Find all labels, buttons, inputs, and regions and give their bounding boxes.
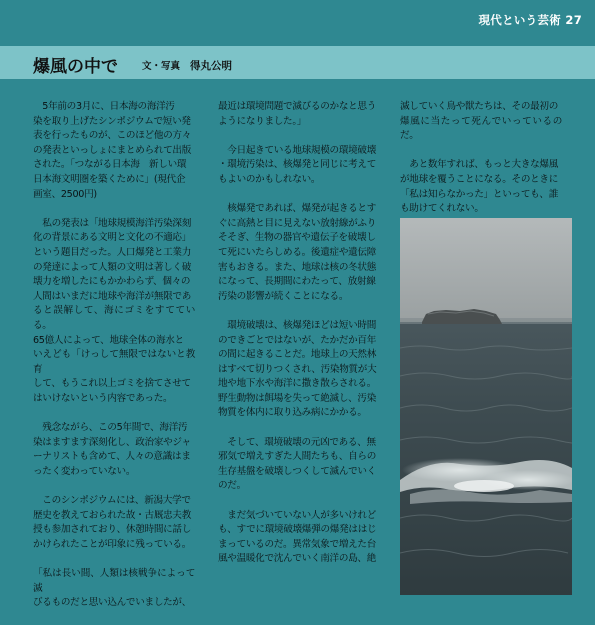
sky [400, 218, 572, 322]
paragraph: 環境破壊は、核爆発ほどは短い時間 のできごとではないが、たかだか百年 の間に起きることだ。地球上の天然林 はすべて切りつくされ、汚染物質が大 地や地下水や海洋に撒き散らされる。 野生動物は餌場を失って絶滅し、汚染 物質を体内に取り込み病にかかる。 [218, 319, 377, 419]
byline [142, 58, 232, 73]
text-column-2 [218, 100, 380, 582]
author-name: 得丸公明 [190, 60, 233, 72]
paragraph: まだ気づいていない人が多いけれど も、すでに環境破壊爆弾の爆発ははじ まっているのだ。異常気象で増えた台 風や温暖化で沈んでいく南洋の島、絶 [218, 509, 377, 565]
paragraph: 最近は環境問題で滅びるのかなと思う ようになりました。」 [218, 101, 376, 127]
paragraph: そして、環境破壊の元凶である、無 邪気で増えすぎた人間たちも、自らの 生存基盤を破壊しつくして滅んでいく のだ。 [218, 436, 376, 492]
paragraph: 私の発表は「地球規模海洋汚染深刻 化の背景にある文明と文化の不適応」 という題目だった。人口爆発と工業力 の発達によって人類の文明は著しく破 壊力を増したにもかかわらず、個々の 人間はいまだに地球や海洋が無限であ ると誤解して、海にゴミをすてている。 65億人によって、地球全体の海水と いえども「けっして無限ではないと教育 して、もうこれ以上ゴミを捨てさせて はいけないという内容であった。 [33, 217, 195, 404]
paragraph: 残念ながら、この5年間で、海洋汚 染はますます深刻化し、政治家やジャ ーナリストも含めて、人々の意識はま ったく変わっていない。 [33, 422, 191, 477]
series-header: 現代という芸術 27 [478, 13, 582, 27]
paragraph: 滅していく鳥や獣たちは、その最初の 爆風に当たって死んでいっているのだ。 [400, 101, 562, 142]
paragraph: このシンポジウムには、新潟大学で 歴史を教えておられた故・古厩忠夫教 授も参加されており、休憩時間に話し かけられたことが印象に残っている。 [33, 495, 191, 550]
article-title: 爆風の中で [33, 57, 118, 77]
stormy-sea-rock-photo [400, 218, 572, 595]
text-column-3 [400, 100, 562, 231]
paragraph: 今日起きている地球規模の環境破壊 ・環境汚染は、核爆発と同じに考えて もよいのかもしれない。 [218, 144, 376, 185]
text-column-1 [33, 100, 195, 625]
paragraph: あと数年すれば、もっと大きな爆風 が地球を覆うことになる。そのときに 「私は知らなかった」といっても、誰 も助けてくれない。 [400, 159, 558, 215]
paragraph: 核爆発であれば、爆発が起きるとす ぐに高熱と目に見えない放射線がふり そそぎ、生物の器官や遺伝子を破壊し て死にいたらしめる。後遺症や遺伝障 害もおきる。また、地球は核の冬状態 になって、長期間にわたって、放射線 汚染の影響が続くことになる。 [218, 203, 376, 302]
byline-prefix: 文・写真 [142, 61, 181, 72]
breaking-wave-foam [400, 458, 572, 504]
paragraph: 5年前の3月に、日本海の海洋汚 染を取り上げたシンポジウムで短い発 表を行ったものが、このほど他の方々 の発表といっしょにまとめられて出版 された。「つながる日本海 新しい環 日本海文明圏を築くために」(現代企 画室、2500円) [33, 101, 191, 200]
paragraph: 「私は長い間、人類は核戦争によって滅 びるものだと思い込んでいましたが、 [33, 568, 195, 609]
